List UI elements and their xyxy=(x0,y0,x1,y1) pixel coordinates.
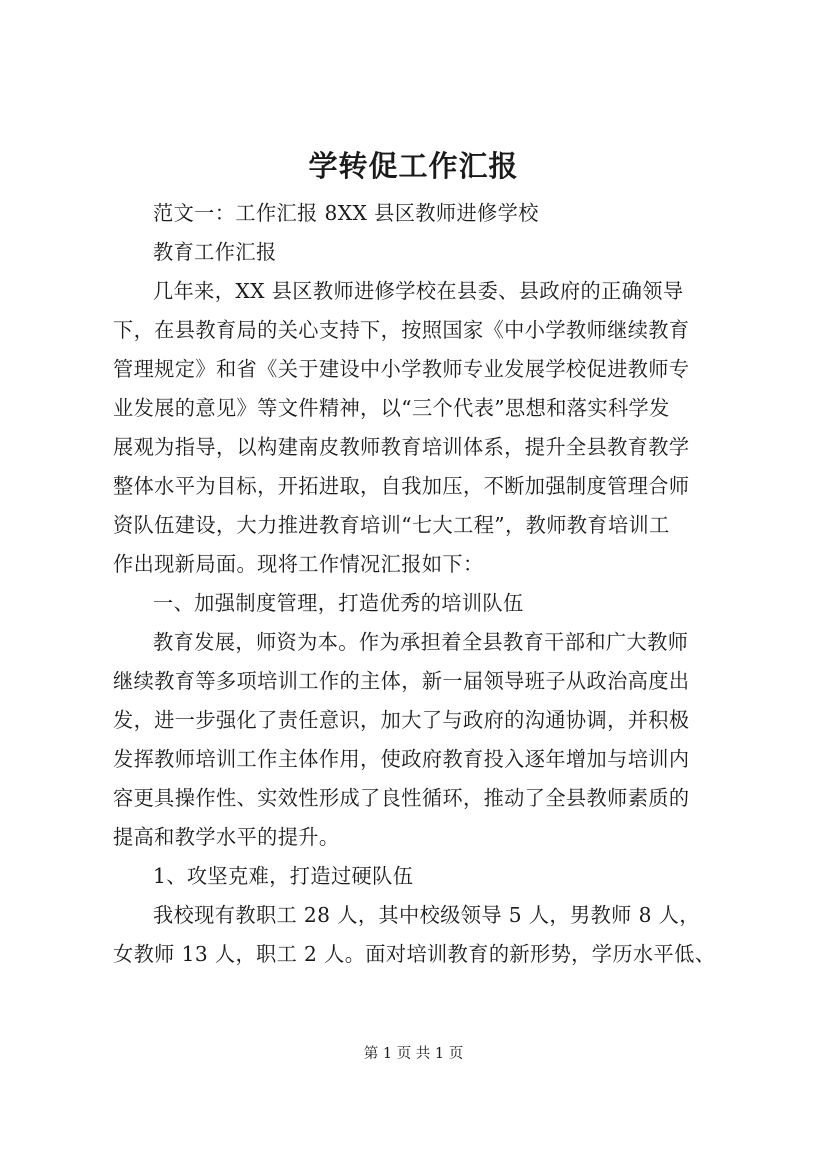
text-line: 下，在县教育局的关心支持下，按照国家《中小学教师继续教育 xyxy=(113,318,690,342)
text-line: 教育发展，师资为本。作为承担着全县教育干部和广大教师 xyxy=(153,630,689,654)
text-line: 几年来，XX 县区教师进修学校在县委、县政府的正确领导 xyxy=(153,279,684,303)
text-line: 资队伍建设，大力推进教育培训“七大工程”，教师教育培训工 xyxy=(113,513,670,537)
document-title: 学转促工作汇报 xyxy=(308,149,519,183)
document-body xyxy=(113,194,725,974)
page-footer: 第 1 页 共 1 页 xyxy=(363,1046,464,1062)
section-heading xyxy=(113,584,725,623)
text-line: 我校现有教职工 28 人，其中校级领导 5 人，男教师 8 人， xyxy=(153,903,700,927)
paragraph-staff xyxy=(113,896,725,974)
text-line: 提高和教学水平的提升。 xyxy=(113,825,340,849)
text-line: 业发展的意见》等文件精神，以“三个代表”思想和落实科学发 xyxy=(113,396,670,420)
text-line: 容更具操作性、实效性形成了良性循环，推动了全县教师素质的 xyxy=(113,786,690,810)
text-line: 发挥教师培训工作主体作用，使政府教育投入逐年增加与培训内 xyxy=(113,747,690,771)
text-line: 整体水平为目标，开拓进取，自我加压，不断加强制度管理合师 xyxy=(113,474,690,498)
text-line: 女教师 13 人，职工 2 人。面对培训教育的新形势，学历水平低、 xyxy=(113,942,716,966)
text-line: 继续教育等多项培训工作的主体，新一届领导班子从政治高度出 xyxy=(113,669,690,693)
text-line: 展观为指导，以构建南皮教师教育培训体系，提升全县教育教学 xyxy=(113,435,690,459)
intro-subtitle xyxy=(113,233,725,272)
intro-line xyxy=(113,194,725,233)
text-line: 一、加强制度管理，打造优秀的培训队伍 xyxy=(153,591,524,615)
text-line: 管理规定》和省《关于建设中小学教师专业发展学校促进教师专 xyxy=(113,357,690,381)
text-line: 发，进一步强化了责任意识，加大了与政府的沟通协调，并积极 xyxy=(113,708,690,732)
text-line: 教育工作汇报 xyxy=(153,240,277,264)
text-line: 作出现新局面。现将工作情况汇报如下： xyxy=(113,552,484,576)
subsection-heading xyxy=(113,857,725,896)
text-line: 1、攻坚克难，打造过硬队伍 xyxy=(153,864,414,888)
paragraph-development xyxy=(113,623,725,857)
paragraph-overview xyxy=(113,272,725,584)
text-line: 范文一：工作汇报 8XX 县区教师进修学校 xyxy=(153,201,539,225)
